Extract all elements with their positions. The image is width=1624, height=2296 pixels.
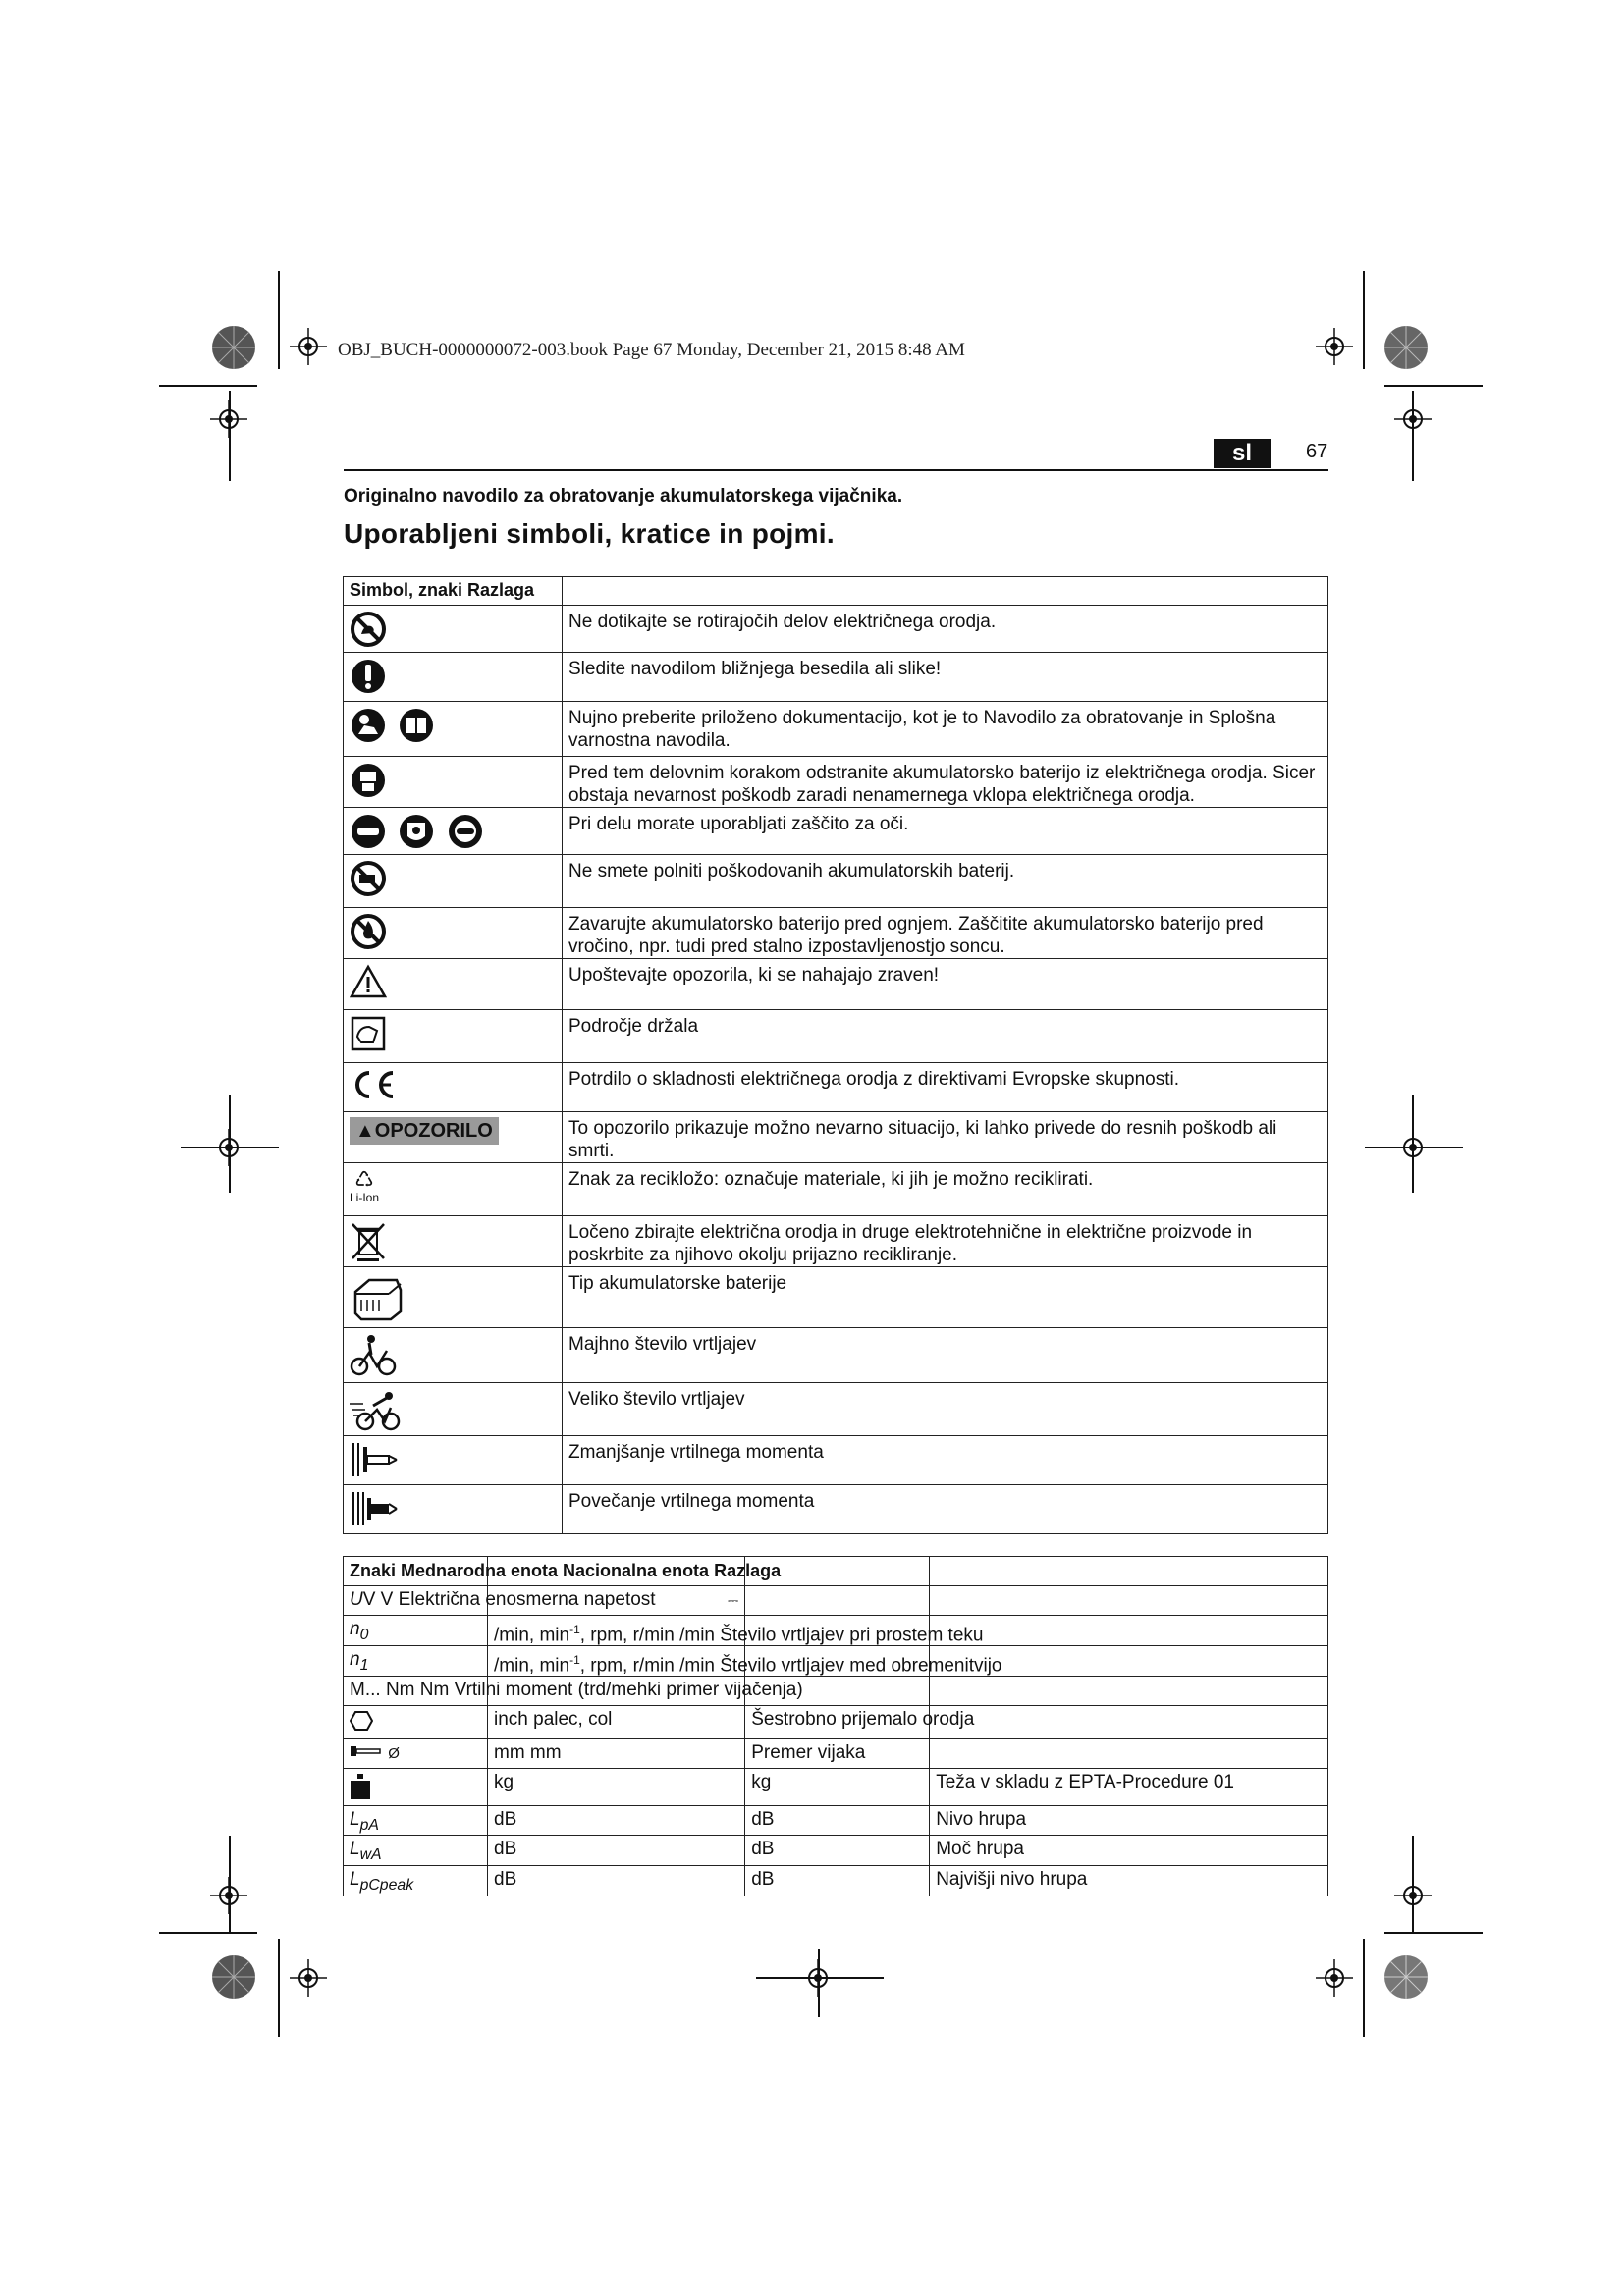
- crop-mark: [1365, 1147, 1463, 1148]
- description-cell: Pri delu morate uporabljati zaščito za oči.: [563, 808, 1328, 855]
- symbol-cell: [344, 702, 563, 757]
- recycle-arrows-icon: ♺: [354, 1167, 374, 1192]
- cell: [930, 1616, 1328, 1646]
- header-cell: [563, 577, 1328, 606]
- symbol-cell: $L_{pA}$: [344, 1805, 488, 1836]
- cell: [488, 1645, 1002, 1677]
- liion-label: Li-Ion: [350, 1191, 380, 1204]
- table-row: [344, 606, 1328, 653]
- header-cell: Simbol, znaki Razlaga: [344, 577, 563, 606]
- symbol-cell: [344, 1436, 563, 1485]
- registration-mark-icon: [1394, 400, 1432, 438]
- cell: [930, 1705, 1328, 1738]
- table-row: [344, 702, 1328, 757]
- symbol-cell: $n_1$: [344, 1645, 488, 1676]
- registration-mark-icon: [290, 1959, 327, 1997]
- opozorilo-label-text: OPOZORILO: [374, 1120, 493, 1142]
- cell: [930, 1586, 1328, 1616]
- symbols-table: [343, 576, 1328, 1534]
- symbol-cell: [344, 855, 563, 908]
- weight-icon: [350, 1773, 371, 1800]
- table-row: [344, 1705, 1328, 1738]
- symbol-cell: [344, 653, 563, 702]
- registration-mark-icon: [1316, 1959, 1353, 1997]
- slow-bike-icon: [350, 1333, 397, 1376]
- table-row: [344, 1163, 1328, 1216]
- table-header-row: [344, 1557, 1328, 1586]
- table-row: [344, 1485, 1328, 1534]
- color-rose-icon: [210, 324, 257, 371]
- crop-mark: [1363, 271, 1365, 369]
- header-rule: [344, 469, 1328, 471]
- crop-mark: [159, 1932, 257, 1934]
- language-badge: sl: [1214, 439, 1271, 468]
- table-row: [344, 1738, 1328, 1768]
- registration-mark-icon: [1316, 328, 1353, 365]
- cell: [930, 1676, 1328, 1705]
- symbol-cell: [344, 959, 563, 1010]
- table-row: [344, 653, 1328, 702]
- description-cell: Zavarujte akumulatorsko baterijo pred ognjem. Zaščitite akumulatorsko baterijo pred vročino, npr. tudi pred stalno izpostavljenostjo soncu.: [563, 908, 1328, 959]
- table-row: [344, 757, 1328, 808]
- symbol-cell: [344, 1676, 803, 1705]
- description-cell: Majhno število vrtljajev: [563, 1328, 1328, 1383]
- description-cell: Veliko število vrtljajev: [563, 1383, 1328, 1436]
- symbol-cell: [344, 606, 563, 653]
- description-cell: Področje držala: [563, 1010, 1328, 1063]
- symbol-cell: [344, 1328, 563, 1383]
- cell: Nivo hrupa: [930, 1805, 1328, 1836]
- row-text: M... Nm Nm Vrtilni moment (trd/mehki primer vijačenja): [350, 1679, 803, 1700]
- symbol-cell: $L_{wA}$: [344, 1836, 488, 1866]
- no-touch-rotating-icon: [350, 611, 387, 648]
- header-cell: [344, 1557, 782, 1586]
- description-cell: Znak za recikložo: označuje materiale, ki jih je možno reciklirati.: [563, 1163, 1328, 1216]
- symbol-cell: [344, 1216, 563, 1267]
- recycle-liion-icon: [350, 1168, 379, 1203]
- description-cell: Ločeno zbirajte električna orodja in druge elektrotehnične in električne proizvode in poskrbite za njihovo okolju prijazno recikliranje.: [563, 1216, 1328, 1267]
- cell: dB: [745, 1805, 930, 1836]
- description-cell: Zmanjšanje vrtilnega momenta: [563, 1436, 1328, 1485]
- eye-protection-icon: [350, 813, 387, 850]
- hexagon-icon: [350, 1710, 373, 1732]
- no-fire-icon: [350, 913, 387, 950]
- table-row: [344, 1112, 1328, 1163]
- fast-bike-icon: [350, 1388, 405, 1431]
- symbol-cell: [344, 1383, 563, 1436]
- table-row: [344, 855, 1328, 908]
- table-row: [344, 1267, 1328, 1328]
- read-manual-icon: [350, 707, 387, 744]
- cell: dB: [488, 1866, 745, 1896]
- table-row: [344, 1768, 1328, 1805]
- table-row: [344, 1645, 1328, 1676]
- symbol-cell: [344, 808, 563, 855]
- table-row: [344, 1586, 1328, 1616]
- symbol-cell: [344, 1063, 563, 1112]
- crop-mark: [159, 385, 257, 387]
- crop-mark: [278, 1939, 280, 2037]
- table-row: [344, 1063, 1328, 1112]
- cell: Teža v skladu z EPTA-Procedure 01: [930, 1768, 1328, 1805]
- crop-mark: [818, 1949, 820, 2017]
- cell: Moč hrupa: [930, 1836, 1328, 1866]
- face-shield-icon: [398, 813, 435, 850]
- table-row: [344, 1328, 1328, 1383]
- registration-mark-icon: [210, 1877, 247, 1914]
- crop-mark: [1363, 1939, 1365, 2037]
- cell: inch palec, col: [488, 1705, 745, 1738]
- symbol-cell: [344, 1738, 488, 1768]
- units-table: [343, 1556, 1328, 1896]
- table-row: [344, 1216, 1328, 1267]
- cell: [930, 1738, 1328, 1768]
- cell: [488, 1616, 984, 1646]
- row-text: /min, $\min^{-1}$, rpm, r/min /min Število vrtljajev med obremenitvijo: [494, 1652, 1002, 1677]
- row-text: Šestrobno prijemalo orodja: [751, 1708, 975, 1730]
- warning-triangle-icon: [350, 964, 387, 999]
- table-row: [344, 1010, 1328, 1063]
- symbol-cell: $L_{pCpeak}$: [344, 1866, 488, 1896]
- cell: dB: [745, 1866, 930, 1896]
- symbol-cell: [344, 908, 563, 959]
- description-cell: Pred tem delovnim korakom odstranite akumulatorsko baterijo iz električnega orodja. Sicer obstaja nevarnost poškodb zaradi nenamernega vklopa električnega orodja.: [563, 757, 1328, 808]
- symbol-cell: [344, 1112, 563, 1163]
- description-cell: Upoštevajte opozorila, ki se nahajajo zraven!: [563, 959, 1328, 1010]
- table-row: [344, 1805, 1328, 1836]
- description-cell: Sledite navodilom bližnjega besedila ali slike!: [563, 653, 1328, 702]
- screw-icon: [350, 1744, 383, 1758]
- cell: dB: [745, 1836, 930, 1866]
- color-rose-icon: [210, 1953, 257, 2001]
- page-number: 67: [1306, 441, 1328, 462]
- cell: Najvišji nivo hrupa: [930, 1866, 1328, 1896]
- cell: dB: [488, 1805, 745, 1836]
- symbol-cell: [344, 1768, 488, 1805]
- symbol-cell: [344, 1010, 563, 1063]
- crop-mark: [1384, 385, 1483, 387]
- description-cell: Povečanje vrtilnega momenta: [563, 1485, 1328, 1534]
- symbol-cell: [344, 1586, 656, 1616]
- ce-mark-icon: [350, 1068, 397, 1101]
- cell: dB: [488, 1836, 745, 1866]
- grip-area-icon: [350, 1015, 387, 1052]
- diameter-symbol: Ø: [388, 1744, 400, 1762]
- row-text: UV V Električna enosmerna napetost: [350, 1589, 656, 1610]
- remove-battery-icon: [350, 762, 387, 799]
- registration-mark-icon: [210, 400, 247, 438]
- page-title: Uporabljeni simboli, kratice in pojmi.: [344, 518, 835, 549]
- table-row: [344, 808, 1328, 855]
- manual-book-icon: [398, 707, 435, 744]
- torque-increase-icon: [350, 1490, 399, 1527]
- torque-decrease-icon: [350, 1441, 399, 1478]
- header-text: Znaki Mednarodna enota Nacionalna enota Razlaga: [350, 1561, 782, 1580]
- description-cell: Tip akumulatorske baterije: [563, 1267, 1328, 1328]
- crop-mark: [278, 271, 280, 369]
- description-cell: To opozorilo prikazuje možno nevarno situacijo, ki lahko privede do resnih poškodb ali smrti.: [563, 1112, 1328, 1163]
- opozorilo-label-icon: [350, 1117, 499, 1145]
- symbol-cell: [344, 1267, 563, 1328]
- symbol-cell: [344, 1705, 488, 1738]
- description-cell: Potrdilo o skladnosti električnega orodja z direktivami Evropske skupnosti.: [563, 1063, 1328, 1112]
- color-rose-icon: [1382, 1953, 1430, 2001]
- table-row: [344, 1436, 1328, 1485]
- cell: kg: [488, 1768, 745, 1805]
- registration-mark-icon: [290, 328, 327, 365]
- dc-symbol: ⎓: [728, 1592, 739, 1608]
- no-charging-damaged-icon: [350, 860, 387, 897]
- table-row: [344, 959, 1328, 1010]
- header-cell: [930, 1557, 1328, 1586]
- table-row: [344, 1383, 1328, 1436]
- row-text: /min, $\min^{-1}$, rpm, r/min /min Število vrtljajev pri prostem teku: [494, 1623, 984, 1646]
- table-header-row: [344, 577, 1328, 606]
- table-row: [344, 1866, 1328, 1896]
- symbol-cell: [344, 1163, 563, 1216]
- battery-pack-icon: [350, 1272, 405, 1321]
- document-subtitle: Originalno navodilo za obratovanje akumulatorskega vijačnika.: [344, 486, 903, 507]
- color-rose-icon: [1382, 324, 1430, 371]
- book-info: OBJ_BUCH-0000000072-003.book Page 67 Monday, December 21, 2015 8:48 AM: [338, 340, 965, 360]
- cell: [745, 1586, 930, 1616]
- table-row: [344, 1836, 1328, 1866]
- description-cell: Ne dotikajte se rotirajočih delov električnega orodja.: [563, 606, 1328, 653]
- mandatory-exclamation-icon: [350, 658, 387, 695]
- symbol-cell: [344, 757, 563, 808]
- goggles-icon: [447, 813, 484, 850]
- table-row: [344, 1616, 1328, 1646]
- crop-mark: [181, 1147, 279, 1148]
- description-cell: Ne smete polniti poškodovanih akumulatorskih baterij.: [563, 855, 1328, 908]
- cell: [745, 1705, 975, 1738]
- cell: Premer vijaka: [745, 1738, 930, 1768]
- cell: mm mm: [488, 1738, 745, 1768]
- table-row: [344, 1676, 1328, 1705]
- warning-triangle-icon: ▲: [355, 1120, 375, 1142]
- registration-mark-icon: [1394, 1877, 1432, 1914]
- weee-bin-icon: [350, 1221, 387, 1262]
- description-cell: Nujno preberite priloženo dokumentacijo, kot je to Navodilo za obratovanje in Splošna varnostna navodila.: [563, 702, 1328, 757]
- cell: kg: [745, 1768, 930, 1805]
- symbol-cell: [344, 1485, 563, 1534]
- symbol-cell: $n_0$: [344, 1616, 488, 1646]
- table-row: [344, 908, 1328, 959]
- crop-mark: [1384, 1932, 1483, 1934]
